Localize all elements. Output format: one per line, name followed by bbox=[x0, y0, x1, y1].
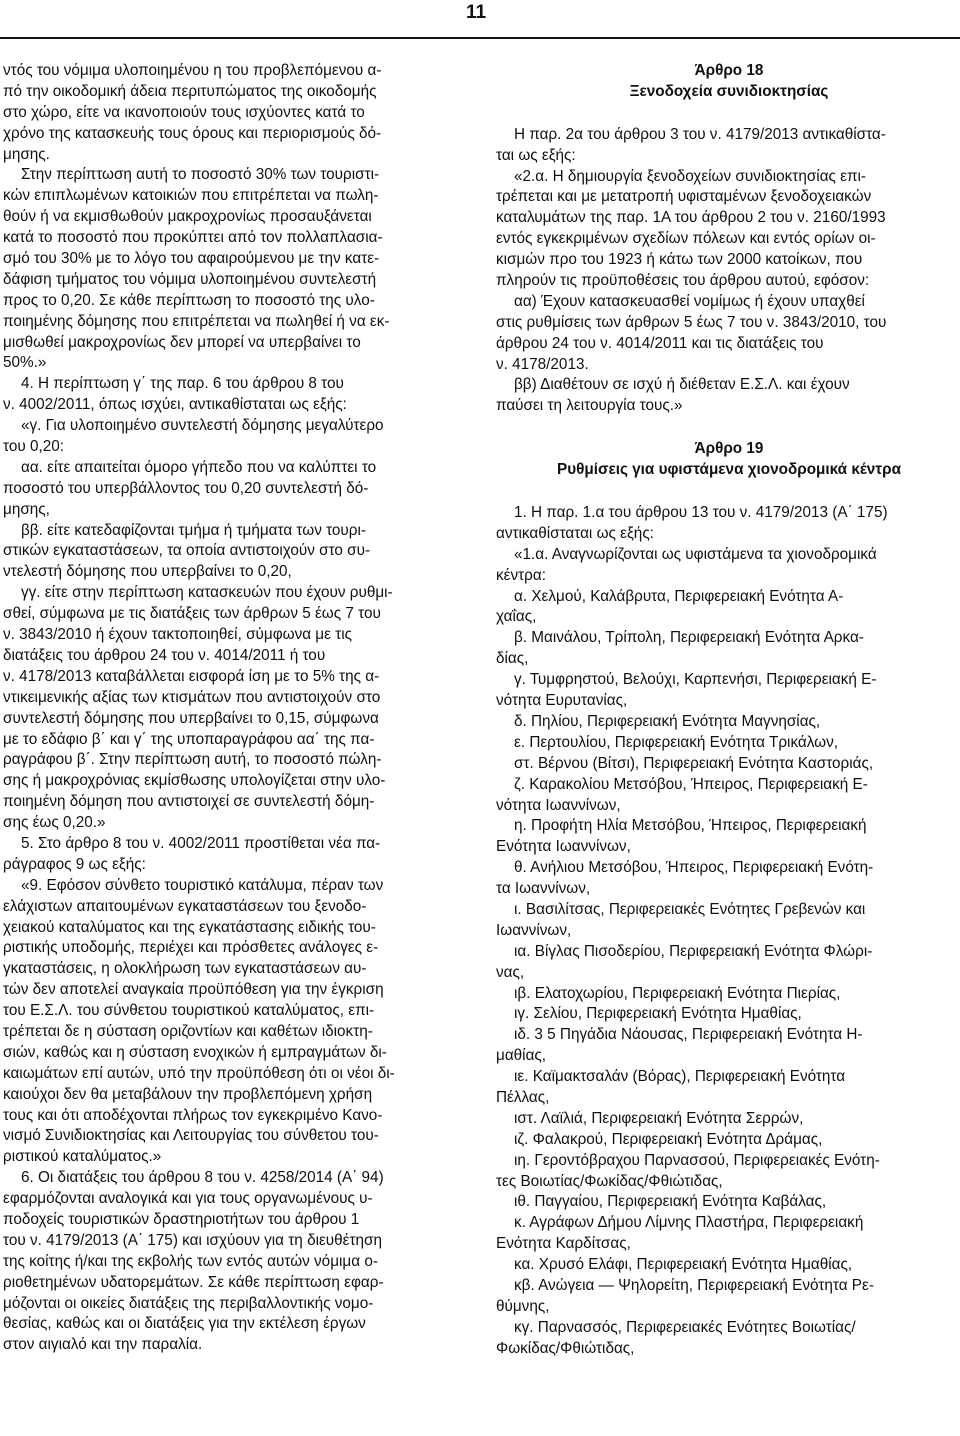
right-column-text-line: ιστ. Λαϊλιά, Περιφερειακή Ενότητα Σερρών, bbox=[514, 1109, 804, 1127]
right-column-text-line: χαΐας, bbox=[496, 608, 537, 626]
left-column-text-line: δάφιση τμήματος του νόμιμα υλοποιημένου συντελεστή bbox=[3, 270, 377, 288]
right-column-text-line: στ. Βέρνου (Βίτσι), Περιφερειακή Ενότητα Καστοριάς, bbox=[514, 754, 874, 772]
right-column-text-line: αα) Έχουν κατασκευασθεί νομίμως ή έχουν υπαχθεί bbox=[514, 292, 865, 310]
left-column-text-line: ποιημένη δόμηση που αντιστοιχεί σε συντελεστή δόμη- bbox=[3, 793, 375, 811]
right-column-text-line: α. Χελμού, Καλάβρυτα, Περιφερειακή Ενότητα Α- bbox=[514, 587, 844, 605]
left-column-text-line: ν. 3843/2010 ή έχουν τακτοποιηθεί, σύμφωνα με τις bbox=[3, 626, 353, 644]
left-column-text-line: ριοθετημένων υδατορεμάτων. Σε κάθε περίπτωση εφαρ- bbox=[3, 1273, 384, 1291]
page-number: 11 bbox=[466, 2, 487, 23]
left-column-text-line: ποσοστό του υπερβάλλοντος του 0,20 συντελεστή δό- bbox=[3, 479, 369, 497]
left-column-text-line: σθεί, σύμφωνα με τις διατάξεις των άρθρων 5 έως 7 του bbox=[3, 605, 381, 623]
left-column-text-line: σμό του 30% με το λόγο του αφαιρούμενου με την κατε- bbox=[3, 250, 380, 268]
right-column-text-line: Πέλλας, bbox=[496, 1088, 550, 1106]
right-column-text-line: Ενότητα Ιωαννίνων, bbox=[496, 838, 631, 856]
left-column-text-line: ελάχιστων απαιτουμένων εγκαταστάσεων του ξενοδο- bbox=[3, 897, 367, 915]
left-column-text-line: σιών, καθώς και η σύσταση ενοχικών ή εμπραγμάτων δι- bbox=[3, 1043, 387, 1061]
paragraph-gap bbox=[496, 417, 960, 439]
right-column-text-line: κέντρα: bbox=[496, 566, 546, 584]
left-column-text-line: κών επιπλωμένων κατοικιών που επιτρέπεται να πωλη- bbox=[3, 187, 379, 205]
left-column-text-line: της κοίτης ή/και της εκβολής των εντός αυτών νόμιμα ο- bbox=[3, 1252, 378, 1270]
right-column-text-line: καταλυμάτων της παρ. 1Α του άρθρου 2 του ν. 2160/1993 bbox=[496, 209, 886, 227]
right-column-text-line: ιβ. Ελατοχωρίου, Περιφερειακή Ενότητα Πιερίας, bbox=[514, 984, 841, 1002]
right-column bbox=[496, 61, 960, 1360]
right-column-text-line: θύμνης, bbox=[496, 1297, 550, 1315]
left-column-text-line: του Ε.Σ.Λ. του σύνθετου τουριστικού καταλύματος, επι- bbox=[3, 1002, 375, 1020]
right-column-text-line: πληρούν τις προϋποθέσεις του άρθρου αυτού, εφόσον: bbox=[496, 272, 870, 290]
left-column-text-line: μόζονται οι οικείες διατάξεις της περιβαλλοντικής νομο- bbox=[3, 1294, 374, 1312]
left-column bbox=[3, 61, 469, 1356]
left-column-text-line: πό την οικοδομική άδεια περιτυπώματος της οικοδομής bbox=[3, 82, 377, 100]
right-column-text-line: «1.α. Αναγνωρίζονται ως υφιστάμενα τα χιονοδρομικά bbox=[514, 545, 877, 563]
left-column-text-line: ριστικού καταλύματος.» bbox=[3, 1148, 162, 1166]
right-column-heading-line: Άρθρο 19 bbox=[694, 440, 764, 458]
left-column-text-line: Στην περίπτωση αυτή το ποσοστό 30% των τουριστι- bbox=[21, 166, 380, 184]
right-column-text-line: νας, bbox=[496, 963, 525, 981]
left-column-text-line: ντελεστή δόμησης που υπερβαίνει το 0,20, bbox=[3, 563, 292, 581]
left-column-text-line: αα. είτε απαιτείται όμορο γήπεδο που να καλύπτει το bbox=[21, 458, 377, 476]
right-column-text-line: κ. Αγράφων Δήμου Λίμνης Πλαστήρα, Περιφερειακή bbox=[514, 1214, 864, 1232]
right-column-text-line: ι. Βασιλίτσας, Περιφερειακές Ενότητες Γρεβενών και bbox=[514, 900, 866, 918]
right-column-text-line: δ. Πηλίου, Περιφερειακή Ενότητα Μαγνησίας, bbox=[514, 712, 821, 730]
left-column-text-line: ποδοχείς τουριστικών δραστηριοτήτων του άρθρου 1 bbox=[3, 1210, 360, 1228]
left-column-text-line: ποιημένης δόμησης που επιτρέπεται να πωληθεί ή να εκ- bbox=[3, 312, 390, 330]
left-column-text-line: ββ. είτε κατεδαφίζονται τμήμα ή τμήματα των τουρι- bbox=[21, 521, 366, 539]
right-column-text-line: ε. Περτουλίου, Περιφερειακή Ενότητα Τρικάλων, bbox=[514, 733, 839, 751]
right-column-text-line: κα. Χρυσό Ελάφι, Περιφερειακή Ενότητα Ημαθίας, bbox=[514, 1256, 853, 1274]
right-column-text-line: Ενότητα Καρδίτσας, bbox=[496, 1235, 631, 1253]
left-column-text-line: ν. 4002/2011, όπως ισχύει, αντικαθίσταται ως εξής: bbox=[3, 396, 347, 414]
header-rule bbox=[0, 37, 960, 39]
right-column-text-line: γ. Τυμφρηστού, Βελούχι, Καρπενήσι, Περιφερειακή Ε- bbox=[514, 671, 877, 689]
right-column-text-line: ιη. Γεροντόβραχου Παρνασσού, Περιφερειακές Ενότη- bbox=[514, 1151, 880, 1169]
right-column-text-line: τες Βοιωτίας/Φωκίδας/Φθιώτιδας, bbox=[496, 1172, 723, 1190]
left-column-text-line: τών δεν αποτελεί αναγκαία προϋπόθεση για την έγκριση bbox=[3, 981, 384, 999]
right-column-text-line: κισμών προ του 1923 ή κάτω των 2000 κατοίκων, που bbox=[496, 251, 863, 269]
left-column-text-line: τους και ότι αποδέχονται πλήρως τον εγκεκριμένο Κανο- bbox=[3, 1106, 383, 1124]
left-column-text-line: καιωμάτων επί αυτών, υπό την προϋπόθεση ότι οι νέοι δι- bbox=[3, 1064, 395, 1082]
right-column-text-line: στις ρυθμίσεις των άρθρων 5 έως 7 του ν. 3843/2010, του bbox=[496, 313, 887, 331]
right-column-text-line: ιγ. Σελίου, Περιφερειακή Ενότητα Ημαθίας, bbox=[514, 1005, 802, 1023]
right-column-text-line: η. Προφήτη Ηλία Μετσόβου, Ήπειρος, Περιφερειακή bbox=[514, 817, 867, 835]
left-column-text-line: 6. Οι διατάξεις του άρθρου 8 του ν. 4258/2014 (Α΄ 94) bbox=[21, 1169, 384, 1187]
right-column-text-line: δίας, bbox=[496, 650, 529, 668]
left-column-text-line: ραγράφου β΄. Στην περίπτωση αυτή, το ποσοστό πώλη- bbox=[3, 751, 382, 769]
right-column-text-line: θ. Ανήλιου Μετσόβου, Ήπειρος, Περιφερειακή Ενότη- bbox=[514, 859, 874, 877]
left-column-text-line: χρόνο της κατασκευής τους όρους και περιορισμούς δό- bbox=[3, 124, 382, 142]
left-column-text-line: συντελεστή δόμησης που υπερβαίνει το 0,15, σύμφωνα bbox=[3, 709, 379, 727]
right-column-text-line: τα Ιωαννίνων, bbox=[496, 880, 591, 898]
right-column-text-line: 1. Η παρ. 1.α του άρθρου 13 του ν. 4179/2013 (Α΄ 175) bbox=[514, 504, 888, 522]
left-column-text-line: θεσίας, καθώς και οι διατάξεις για την εκτέλεση έργων bbox=[3, 1315, 366, 1333]
left-column-text-line: 50%.» bbox=[3, 354, 47, 372]
right-column-heading-line: Ρυθμίσεις για υφιστάμενα χιονοδρομικά κέντρα bbox=[557, 461, 901, 479]
right-column-text-line: ιθ. Παγγαίου, Περιφερειακή Ενότητα Καβάλας, bbox=[514, 1193, 827, 1211]
left-column-text-line: του ν. 4179/2013 (Α΄ 175) και ισχύουν για τη διευθέτηση bbox=[3, 1231, 382, 1249]
left-column-text-line: γκαταστάσεις, η ολοκλήρωση των εγκαταστάσεων αυ- bbox=[3, 960, 367, 978]
left-column-text-line: 4. Η περίπτωση γ΄ της παρ. 6 του άρθρου 8 του bbox=[21, 375, 344, 393]
left-column-text-line: στο χώρο, είτε να ικανοποιούν τους ισχύοντες κατά το bbox=[3, 103, 365, 121]
left-column-text-line: μησης. bbox=[3, 145, 50, 163]
right-column-text-line: ζ. Καρακολίου Μετσόβου, Ήπειρος, Περιφερειακή Ε- bbox=[514, 775, 868, 793]
left-column-text-line: «9. Εφόσον σύνθετο τουριστικό κατάλυμα, πέραν των bbox=[21, 876, 384, 894]
left-column-text-line: κατά το ποσοστό που προκύπτει από τον πολλαπλασια- bbox=[3, 229, 383, 247]
left-column-text-line: στικών εγκαταστάσεων, τα οποία αντιστοιχούν στο συ- bbox=[3, 542, 371, 560]
left-column-text-line: του 0,20: bbox=[3, 438, 64, 456]
right-column-text-line: κβ. Ανώγεια — Ψηλορείτη, Περιφερειακή Ενότητα Ρε- bbox=[514, 1276, 874, 1294]
right-column-heading-line: Ξενοδοχεία συνιδιοκτησίας bbox=[629, 82, 829, 100]
left-column-text-line: στον αιγιαλό και την παραλία. bbox=[3, 1336, 203, 1354]
left-column-text-line: ν. 4178/2013 καταβάλλεται εισφορά ίση με το 5% της α- bbox=[3, 667, 380, 685]
left-column-text-line: σης ή μακροχρόνιας εκμίσθωσης υπολογίζεται στην υλο- bbox=[3, 772, 386, 790]
right-column-text-line: ται ως εξής: bbox=[496, 146, 576, 164]
right-column-text-line: Φωκίδας/Φθιώτιδας, bbox=[496, 1339, 635, 1357]
right-column-text-line: μαθίας, bbox=[496, 1047, 547, 1065]
left-column-text-line: ράγραφος 9 ως εξής: bbox=[3, 855, 146, 873]
left-column-text-line: θούν ή να εκμισθωθούν μακροχρονίως προσαυξάνεται bbox=[3, 208, 372, 226]
right-column-text-line: αντικαθίσταται ως εξής: bbox=[496, 524, 654, 542]
paragraph-gap bbox=[496, 103, 960, 125]
left-column-text-line: μισθωθεί μακροχρονίως δεν μπορεί να υπερβαίνει το bbox=[3, 333, 361, 351]
right-column-text-line: β. Μαινάλου, Τρίπολη, Περιφερειακή Ενότητα Αρκα- bbox=[514, 629, 864, 647]
right-column-text-line: κγ. Παρνασσός, Περιφερειακές Ενότητες Βοιωτίας/ bbox=[514, 1318, 856, 1336]
left-column-text-line: εφαρμόζονται αναλογικά και για τους οργανωμένους υ- bbox=[3, 1190, 373, 1208]
right-column-text-line: ιζ. Φαλακρού, Περιφερειακή Ενότητα Δράμας, bbox=[514, 1130, 823, 1148]
right-column-text-line: ιε. Καϊμακτσαλάν (Βόρας), Περιφερειακή Ενότητα bbox=[514, 1068, 846, 1086]
right-column-heading-line: Άρθρο 18 bbox=[694, 62, 764, 79]
right-column-text-line: εντός εγκεκριμένων σχεδίων πόλεων και εντός ορίων οι- bbox=[496, 230, 876, 248]
right-column-text-line: παύσει τη λειτουργία τους.» bbox=[496, 397, 683, 415]
right-column-text-line: νότητα Ευρυτανίας, bbox=[496, 692, 628, 710]
left-column-text-line: ντικειμενικής αξίας των κτισμάτων που αντιστοιχούν στο bbox=[3, 688, 381, 706]
left-column-text-line: καιούχοι δεν θα μεταβάλουν την προβλεπόμενη χρήση bbox=[3, 1085, 373, 1103]
paragraph-gap bbox=[496, 481, 960, 503]
right-column-text-line: ιδ. 3 5 Πηγάδια Νάουσας, Περιφερειακή Ενότητα Η- bbox=[514, 1026, 863, 1044]
left-column-text-line: 5. Στο άρθρο 8 του ν. 4002/2011 προστίθεται νέα πα- bbox=[21, 834, 381, 852]
left-column-text-line: γγ. είτε στην περίπτωση κατασκευών που έχουν ρυθμι- bbox=[21, 584, 393, 602]
left-column-text-line: «γ. Για υλοποιημένο συντελεστή δόμησης μεγαλύτερο bbox=[21, 417, 384, 435]
left-column-text-line: μησης, bbox=[3, 500, 50, 518]
left-column-text-line: τρέπεται δε η σύσταση οριζοντίων και καθέτων ιδιοκτη- bbox=[3, 1022, 373, 1040]
left-column-text-line: σης έως 0,20.» bbox=[3, 814, 106, 832]
left-column-text-line: ντός του νόμιμα υλοποιημένου η του προβλεπόμενου α- bbox=[3, 62, 382, 79]
left-column-text-line: διατάξεις του άρθρου 24 του ν. 4014/2011 ή του bbox=[3, 646, 326, 664]
left-column-text-line: προς το 0,20. Σε κάθε περίπτωση το ποσοστό της υλο- bbox=[3, 291, 375, 309]
right-column-text-line: Ιωαννίνων, bbox=[496, 921, 572, 939]
left-column-text-line: με το εδάφιο β΄ και γ΄ της υποπαραγράφου αα΄ της πα- bbox=[3, 730, 375, 748]
right-column-text-line: ια. Βίγλας Πισοδερίου, Περιφερειακή Ενότητα Φλώρι- bbox=[514, 942, 873, 960]
right-column-text-line: Η παρ. 2α του άρθρου 3 του ν. 4179/2013 αντικαθίστα- bbox=[514, 125, 886, 143]
right-column-text-line: ββ) Διαθέτουν σε ισχύ ή διέθεταν Ε.Σ.Λ. και έχουν bbox=[514, 376, 850, 394]
right-column-text-line: άρθρου 24 του ν. 4014/2011 και τις διατάξεις του bbox=[496, 334, 824, 352]
right-column-text-line: «2.α. Η δημιουργία ξενοδοχείων συνιδιοκτησίας επι- bbox=[514, 167, 867, 185]
right-column-text-line: νότητα Ιωαννίνων, bbox=[496, 796, 621, 814]
left-column-text-line: χειακού καταλύματος και της εγκατάστασης ειδικής του- bbox=[3, 918, 376, 936]
right-column-text-line: τρέπεται και με μετατροπή υφισταμένων ξενοδοχειακών bbox=[496, 188, 872, 206]
left-column-text-line: ριστικής υποδομής, περιέχει και πρόσθετες ανάλογες ε- bbox=[3, 939, 379, 957]
left-column-text-line: νισμό Συνιδιοκτησίας και Λειτουργίας του σύνθετου του- bbox=[3, 1127, 379, 1145]
right-column-text-line: ν. 4178/2013. bbox=[496, 355, 589, 373]
